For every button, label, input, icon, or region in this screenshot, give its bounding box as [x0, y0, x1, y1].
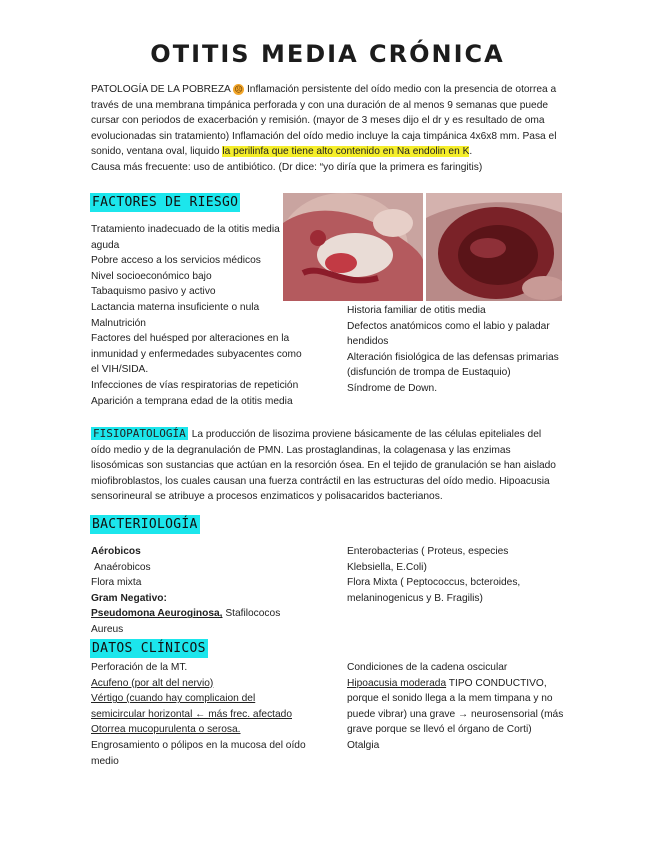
list-item: Pobre acceso a los servicios médicos — [91, 255, 261, 267]
list-item: Tratamiento inadecuado de la otitis media aguda — [91, 224, 280, 251]
flora-mixta-detail: Flora Mixta ( Peptococcus, bcteroides, melaninogenicus y B. Fragilis) — [347, 577, 521, 604]
factores-left-list — [91, 222, 306, 409]
enterobacterias-text: Enterobacterias ( Proteus, especies Klebsiella, E.Coli) — [347, 546, 509, 573]
datos-left — [91, 660, 311, 769]
list-item: Tabaquismo pasivo y activo — [91, 286, 216, 298]
fisiopatologia-text: La producción de lisozima proviene básicamente de las células epiteliales del oído medio y de la degranulación de PMN. Las prostaglandinas, la colagenasa y las enzimas lisosómicas son sustancias que actúan en la resorción ósea. En el tejido de granulación se han aislado miofibroblastos, los cuales causan una fuerza contráctil en las estructuras del oído medio. Hipoacusia sensorineural se atribuye a procesos enzimaticos y polisacaridos bacterianos. — [91, 429, 556, 503]
vertigo-item: Vértigo (cuando hay complicaion del semicircular horizontal ← más frec. afectado — [91, 693, 292, 720]
hipoacusia-item — [347, 676, 565, 738]
acufeno-item: Acufeno (por alt del nervio) — [91, 677, 214, 689]
pseudomona-label: Pseudomona Aeuroginosa, — [91, 608, 223, 620]
condiciones-item: Condiciones de la cadena oscicular — [347, 662, 508, 673]
intro-paragraph — [91, 82, 561, 176]
hipoacusia-label: Hipoacusia moderada — [347, 677, 447, 689]
bacteriologia-left — [91, 544, 311, 638]
list-item: Infecciones de vías respiratorias de repetición — [91, 379, 299, 391]
intro-body: Inflamación persistente del oído medio con la presencia de otorrea a través de una membrana timpánica perforada y con una duración de al menos 9 semanas que puede cursar con periodos de exacerbación y remisión. (mayor de 3 meses dijo el dr y es resultado de oma evolucionadas sin tratamiento) Inflamación del oído medio incluye la caja timpánica 4x6x8 mm. Pasa el sonido, ventana oval, liquido — [91, 84, 557, 158]
datos-right — [347, 660, 565, 754]
pseudomona-rest: Stafilococos Aureus — [91, 608, 281, 635]
list-item: Aparición a temprana edad de la otitis media — [91, 395, 293, 407]
flora-mixta-label: Flora mixta — [91, 577, 142, 589]
page-title: OTITIS MEDIA CRÓNICA — [150, 40, 505, 68]
list-item: Nivel socioeconómico bajo — [91, 270, 212, 282]
factores-heading: FACTORES DE RIESGO — [92, 195, 239, 210]
intro-lead: PATOLOGÍA DE LA POBREZA — [91, 84, 231, 95]
aerobicos-label: Aérobicos — [91, 546, 141, 557]
surgical-photo-right — [426, 193, 562, 301]
factores-right-list — [347, 303, 567, 397]
list-item: Malnutrición — [91, 317, 146, 329]
pseudomona-line — [91, 606, 311, 637]
intro-highlight: la perilinfa que tiene alto contenido en Na endolin en K — [222, 146, 470, 158]
gram-negativo-label: Gram Negativo: — [91, 592, 167, 604]
fisiopatologia-heading: FISIOPATOLOGÍA — [93, 427, 186, 440]
datos-clinicos-heading: DATOS CLÍNICOS — [92, 641, 206, 656]
list-item: Historia familiar de otitis media — [347, 305, 486, 316]
fisiopatologia-paragraph — [91, 426, 563, 505]
surgical-photo-left — [283, 193, 423, 301]
otalgia-item: Otalgia — [347, 739, 380, 751]
bacteriologia-right — [347, 544, 552, 606]
list-item: Alteración fisiológica de las defensas primarias (disfunción de trompa de Eustaquio) — [347, 351, 559, 379]
bacteriologia-heading: BACTERIOLOGÍA — [92, 517, 198, 532]
list-item: Síndrome de Down. — [347, 382, 438, 394]
list-item: Defectos anatómicos como el labio y paladar hendidos — [347, 320, 550, 348]
hipoacusia-text: TIPO CONDUCTIVO, porque el sonido llega a la mem timpana y no puede vibrar) una grave → neurosensorial (más grave porque se llevó el órgano de Corti) — [347, 677, 564, 736]
anaerobicos-label: Anaérobicos — [94, 561, 151, 573]
intro-cause: Causa más frecuente: uso de antibiótico. (Dr dice: “yo diría que la primera es faringitis) — [91, 161, 483, 173]
list-item: Lactancia materna insuficiente o nula — [91, 301, 260, 313]
sad-face-icon: ☹ — [234, 84, 243, 94]
engrosamiento-item: Engrosamiento o pólipos en la mucosa del oído medio — [91, 739, 306, 767]
list-item: Factores del huésped por alteraciones en la inmunidad y enfermedades subyacentes como el VIH/SIDA. — [91, 333, 302, 376]
otorrea-item: Otorrea mucopurulenta o serosa. — [91, 724, 241, 736]
perforacion-item: Perforación de la MT. — [91, 662, 188, 673]
intro-end: . — [469, 146, 473, 158]
